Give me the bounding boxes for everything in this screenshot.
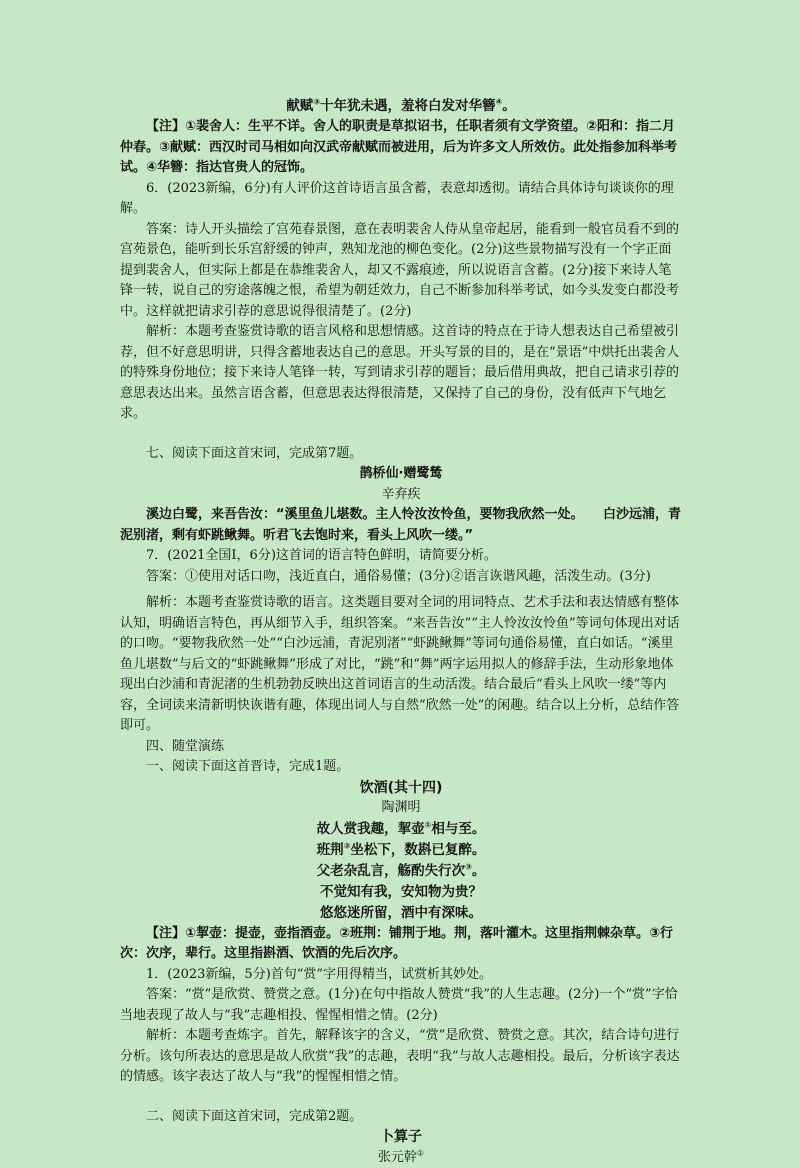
- question-7: 7．(2021全国Ⅰ，6分)这首词的语言特色鲜明，请简要分析。: [120, 546, 682, 567]
- spacer: [120, 425, 682, 444]
- poem-line: [120, 861, 682, 882]
- poem-line: [120, 819, 682, 840]
- poem-text: 。: [472, 863, 486, 879]
- section-7-heading: 七、阅读下面这首宋词，完成第7题。: [120, 444, 682, 465]
- question-6: 6．(2023新编，6分)有人评价这首诗语言虽含蓄，表意却透彻。请结合具体诗句谈谈你的理解。: [120, 179, 682, 220]
- poem-text: 。: [502, 98, 516, 114]
- footnote-mark: ②: [344, 841, 351, 850]
- poem-text: 十年犹未遇，羞将白发对华簪: [320, 98, 496, 114]
- poem-notes: 【注】①裴舍人：生平不详。舍人的职责是草拟诏书，任职者须有文学资望。②阳和：指二月仲春。③献赋：西汉时司马相如向汉武帝献赋而被进用，后为许多文人所效仿。此处指参加科举考试。④华簪：指达官贵人的冠饰。: [120, 117, 682, 179]
- poem-text: 不觉知有我，安知物为贵？: [320, 884, 482, 900]
- sub-heading-1: 一、阅读下面这首晋诗，完成1题。: [120, 757, 682, 778]
- poem-text: 悠悠迷所留，酒中有深味。: [320, 905, 482, 921]
- ci-author: 辛弃疾: [120, 485, 682, 506]
- ci-text: 溪边白鹭，来吾告汝：“溪里鱼儿堪数。主人怜汝汝怜鱼，要物我欣然一处。 白沙远浦，青泥别渚，剩有虾跳鳅舞。听君飞去饱时来，看头上风吹一缕。”: [120, 505, 682, 546]
- poem-line: [120, 903, 682, 924]
- poem-text: 坐松下，数斟已复醉。: [350, 842, 485, 858]
- poem-title: 饮酒(其十四): [120, 778, 682, 799]
- footnote-mark: ③: [313, 98, 320, 107]
- sub-heading-2: 二、阅读下面这首宋词，完成第2题。: [120, 1107, 682, 1128]
- answer-1: 答案：“赏”是欣赏、赞赏之意。(1分)在句中指故人赞赏“我”的人生志趣。(2分)一个“赏”字恰当地表现了故人与“我”志趣相投、惺惺相惜之情。(2分): [120, 985, 682, 1026]
- ci-title: 鹊桥仙·赠鹭鸶: [120, 464, 682, 485]
- footnote-mark: ①: [417, 1148, 424, 1157]
- poem-text: 班荆: [317, 842, 344, 858]
- poem-text: 相与至。: [431, 821, 485, 837]
- poem-line: [120, 882, 682, 903]
- poem-notes: 【注】①挈壶：提壶，壶指酒壶。②班荆：铺荆于地。荆，落叶灌木。这里指荆棘杂草。③行次：次序，辈行。这里指斟酒、饮酒的先后次序。: [120, 924, 682, 965]
- answer-6: 答案：诗人开头描绘了宫苑春景图，意在表明裴舍人侍从皇帝起居，能看到一般官员看不到的宫苑景色，能听到长乐宫舒缓的钟声，熟知龙池的柳色变化。(2分)这些景物描写没有一个字正面提到裴舍人，但实际上都是在恭维裴舍人，却又不露痕迹，所以说语言含蓄。(2分)接下来诗人笔锋一转，说自己的穷途落魄之恨，希望为朝廷效力，自己不断参加科举考试，如今头发变白都没考中。这样就把请求引荐的意思说得很清楚了。(2分): [120, 220, 682, 323]
- analysis-1: 解析：本题考查炼字。首先，解释该字的含义，“赏”是欣赏、赞赏之意。其次，结合诗句进行分析。该句所表达的意思是故人欣赏“我”的志趣，表明“我”与故人志趣相投。最后，分析该字表达的情感。该字表达了故人与“我”的惺惺相惜之情。: [120, 1026, 682, 1088]
- spacer: [120, 1088, 682, 1107]
- question-1: 1．(2023新编，5分)首句“赏”字用得精当，试赏析其妙处。: [120, 965, 682, 986]
- section-4-heading: 四、随堂演练: [120, 737, 682, 758]
- author-name: 张元幹: [378, 1150, 417, 1165]
- analysis-6: 解析：本题考查鉴赏诗歌的语言风格和思想情感。这首诗的特点在于诗人想表达自己希望被引荐，但不好意思明讲，只得含蓄地表达自己的意思。开头写景的目的，是在“景语”中烘托出裴舍人的特殊身份地位；接下来诗人笔锋一转，写到请求引荐的题旨；最后借用典故，把自己请求引荐的意思表达出来。虽然言语含蓄，但意思表达得很清楚，又保持了自己的身份，没有低声下气地乞求。: [120, 322, 682, 425]
- footnote-mark: ①: [425, 820, 432, 829]
- poem-last-line: [120, 96, 682, 117]
- ci-author-2: [120, 1148, 682, 1168]
- poem-text: 父老杂乱言，觞酌失行次: [317, 863, 466, 879]
- ci-title-2: 卜算子: [120, 1127, 682, 1148]
- footnote-mark: ③: [465, 862, 472, 871]
- footnote-mark: ④: [496, 98, 503, 107]
- poem-author: 陶渊明: [120, 798, 682, 819]
- poem-text: 故人赏我趣，挈壶: [317, 821, 425, 837]
- poem-text: 献赋: [286, 98, 313, 114]
- analysis-7: 解析：本题考查鉴赏诗歌的语言。这类题目要对全词的用词特点、艺术手法和表达情感有整体认知，明确语言特色，再从细节入手，组织答案。“来吾告汝”“主人怜汝汝怜鱼”等词句体现出对话的口吻。“要物我欣然一处”“白沙远浦，青泥别渚”“虾跳鳅舞”等词句通俗易懂，直白如话。“溪里鱼儿堪数”与后文的“虾跳鳅舞”形成了对比，“跳”和“舞”两字运用拟人的修辞手法，生动形象地体现出白沙浦和青泥渚的生机勃勃反映出这首词语言的生动活泼。结合最后“看头上风吹一缕”等内容，全词读来清新明快诙谐有趣，体现出词人与自然“欣然一处”的闲趣。结合以上分析，总结作答即可。: [120, 593, 682, 737]
- poem-line: [120, 840, 682, 861]
- answer-7: 答案：①使用对话口吻，浅近直白，通俗易懂；(3分)②语言诙谐风趣，活泼生动。(3分): [120, 567, 682, 588]
